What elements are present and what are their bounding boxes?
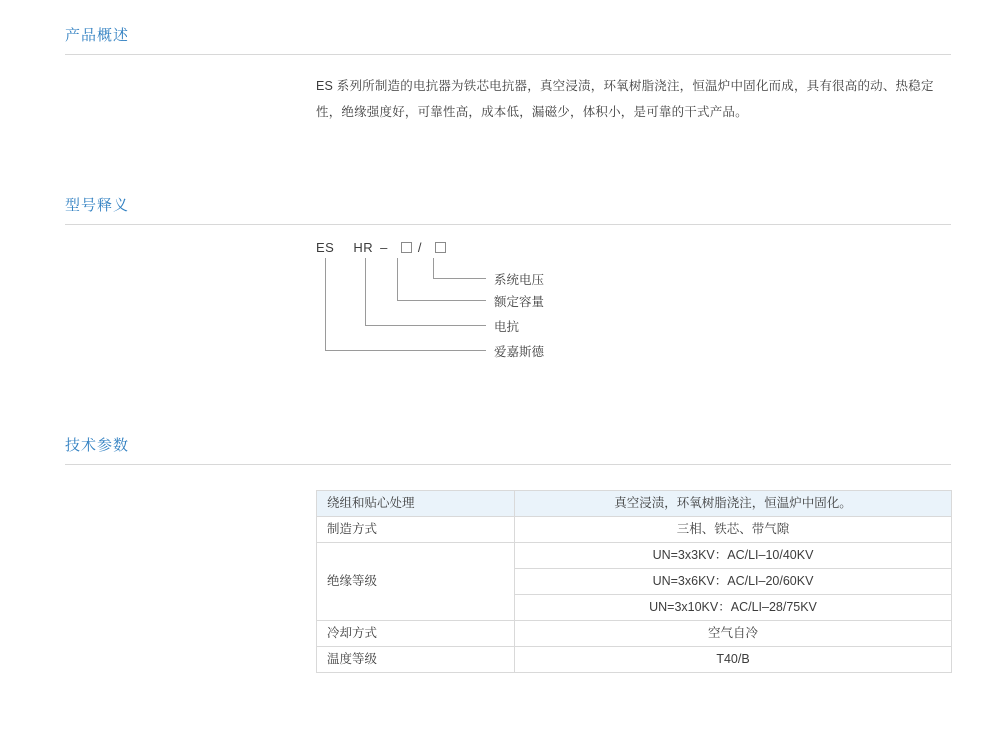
spec-value: UN=3x10KV：AC/LI–28/75KV [515,595,952,621]
table-row [317,647,952,673]
leader-line-voltage-vertical [433,258,434,278]
spec-value: 真空浸渍，环氧树脂浇注，恒温炉中固化。 [515,491,952,517]
leader-line-capacity-vertical [397,258,398,300]
section-divider-model [65,224,951,225]
model-code-box-capacity [401,242,412,253]
leader-line-reactance-horizontal [365,325,486,326]
section-specs [65,434,951,465]
spec-value: 空气自冷 [515,621,952,647]
section-model [65,194,951,225]
model-code-series: HR [353,240,374,255]
spec-label: 制造方式 [317,517,515,543]
model-naming-diagram [316,240,716,370]
spec-label: 冷却方式 [317,621,515,647]
spec-label: 绕组和贴心处理 [317,491,515,517]
model-code-slash: / [417,240,422,255]
spec-value: UN=3x6KV：AC/LI–20/60KV [515,569,952,595]
model-code-row [316,240,452,255]
overview-paragraph: ES 系列所制造的电抗器为铁芯电抗器，真空浸渍，环氧树脂浇注，恒温炉中固化而成，具有很高的动、热稳定性，绝缘强度好，可靠性高，成本低，漏磁少，体积小，是可靠的干式产品。 [316,79,934,119]
spec-value: T40/B [515,647,952,673]
model-code-box-voltage [435,242,446,253]
legend-label-capacity: 额定容量 [494,295,545,309]
section-title-specs: 技术参数 [65,437,130,454]
spec-label: 温度等级 [317,647,515,673]
table-row [317,491,952,517]
section-divider-overview [65,54,951,55]
leader-line-brand-vertical [325,258,326,350]
section-title-overview: 产品概述 [65,27,130,44]
leader-line-reactance-vertical [365,258,366,325]
spec-label: 绝缘等级 [317,543,515,621]
section-title-model: 型号释义 [65,197,130,214]
section-divider-specs [65,464,951,465]
model-code-prefix: ES [316,240,335,255]
legend-label-reactance: 电抗 [494,320,520,334]
model-code-dash: – [380,240,388,255]
table-row [317,621,952,647]
leader-line-voltage-horizontal [433,278,486,279]
legend-label-voltage: 系统电压 [494,273,545,287]
spec-table [316,490,952,673]
section-overview [65,24,951,55]
table-row [317,543,952,569]
spec-value: UN=3x3KV：AC/LI–10/40KV [515,543,952,569]
table-row [317,517,952,543]
leader-line-capacity-horizontal [397,300,486,301]
leader-line-brand-horizontal [325,350,486,351]
spec-value: 三相、铁芯、带气隙 [515,517,952,543]
spec-table-container [316,490,952,673]
legend-label-brand: 爱嘉斯德 [494,345,545,359]
